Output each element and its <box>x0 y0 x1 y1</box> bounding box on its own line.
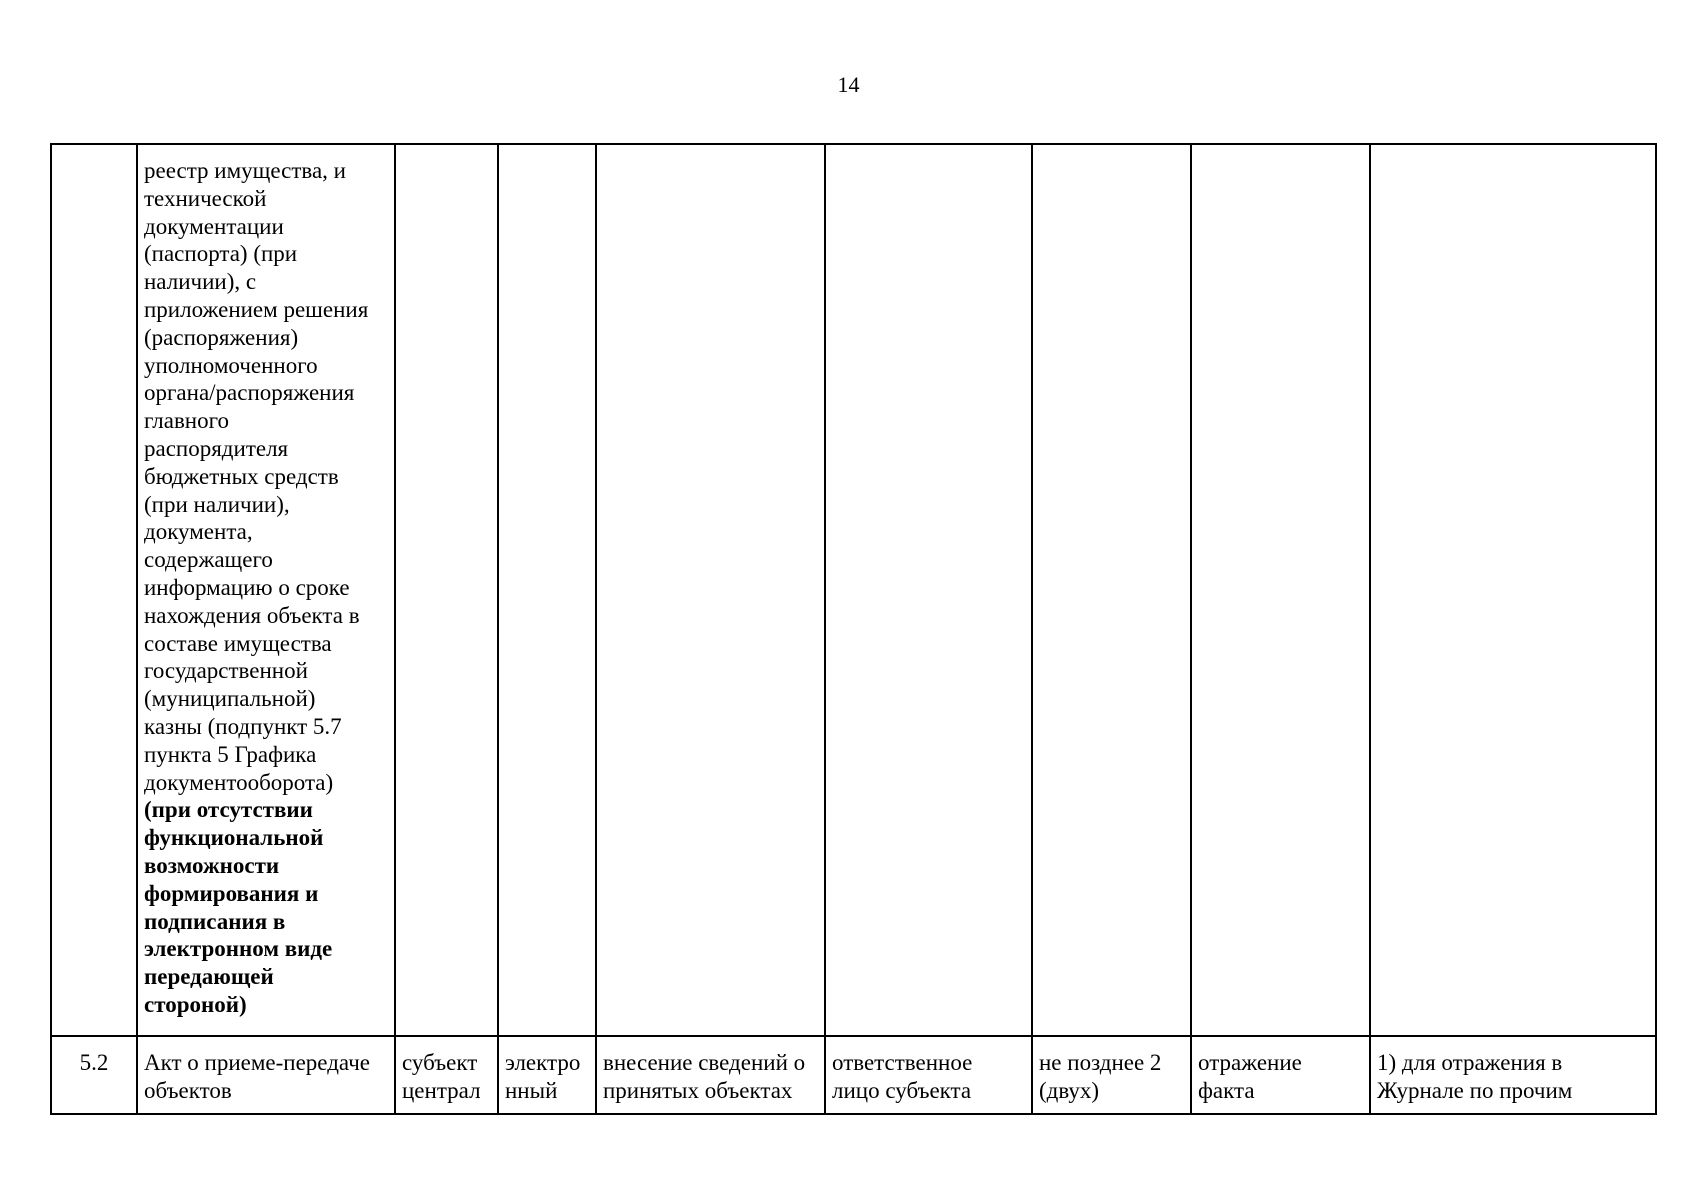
cell-document-description: реестр имущества, и технической документации (паспорта) (при наличии), с приложением решения (распоряжения) уполномоченного органа/распоряжения главного распорядителя бюджетных средств (при наличии), документа, содержащего информацию о сроке нахождения объекта в составе имущества государственной (муниципальной) казны (подпункт 5.7 пункта 5 Графика документооборота) (при отсутствии функциональной возможности формирования и подписания в электронном виде передающей стороной) <box>137 144 395 1036</box>
cell-empty <box>395 144 498 1036</box>
cell-form: электро нный <box>498 1036 596 1114</box>
page-number: 14 <box>837 72 860 97</box>
cell-num <box>51 144 137 1036</box>
cell-empty <box>596 144 825 1036</box>
cell-empty <box>1191 144 1370 1036</box>
cell-empty <box>1370 144 1656 1036</box>
table-row-continuation <box>51 144 1656 1036</box>
cell-note: 1) для отражения в Журнале по прочим <box>1370 1036 1656 1114</box>
cell-empty <box>498 144 596 1036</box>
cell-action: внесение сведений о принятых объектах <box>596 1036 825 1114</box>
cell-empty <box>1032 144 1191 1036</box>
cell-empty <box>825 144 1032 1036</box>
cell-document: Акт о приеме-передаче объектов <box>137 1036 395 1114</box>
cell-creator: субъект централ <box>395 1036 498 1114</box>
cell-responsible: ответственное лицо субъекта <box>825 1036 1032 1114</box>
table-row-5-2 <box>51 1036 1656 1114</box>
document-table <box>50 143 1657 1115</box>
cell-num: 5.2 <box>51 1036 137 1114</box>
cell-deadline: не позднее 2 (двух) <box>1032 1036 1191 1114</box>
cell-result: отражение факта <box>1191 1036 1370 1114</box>
